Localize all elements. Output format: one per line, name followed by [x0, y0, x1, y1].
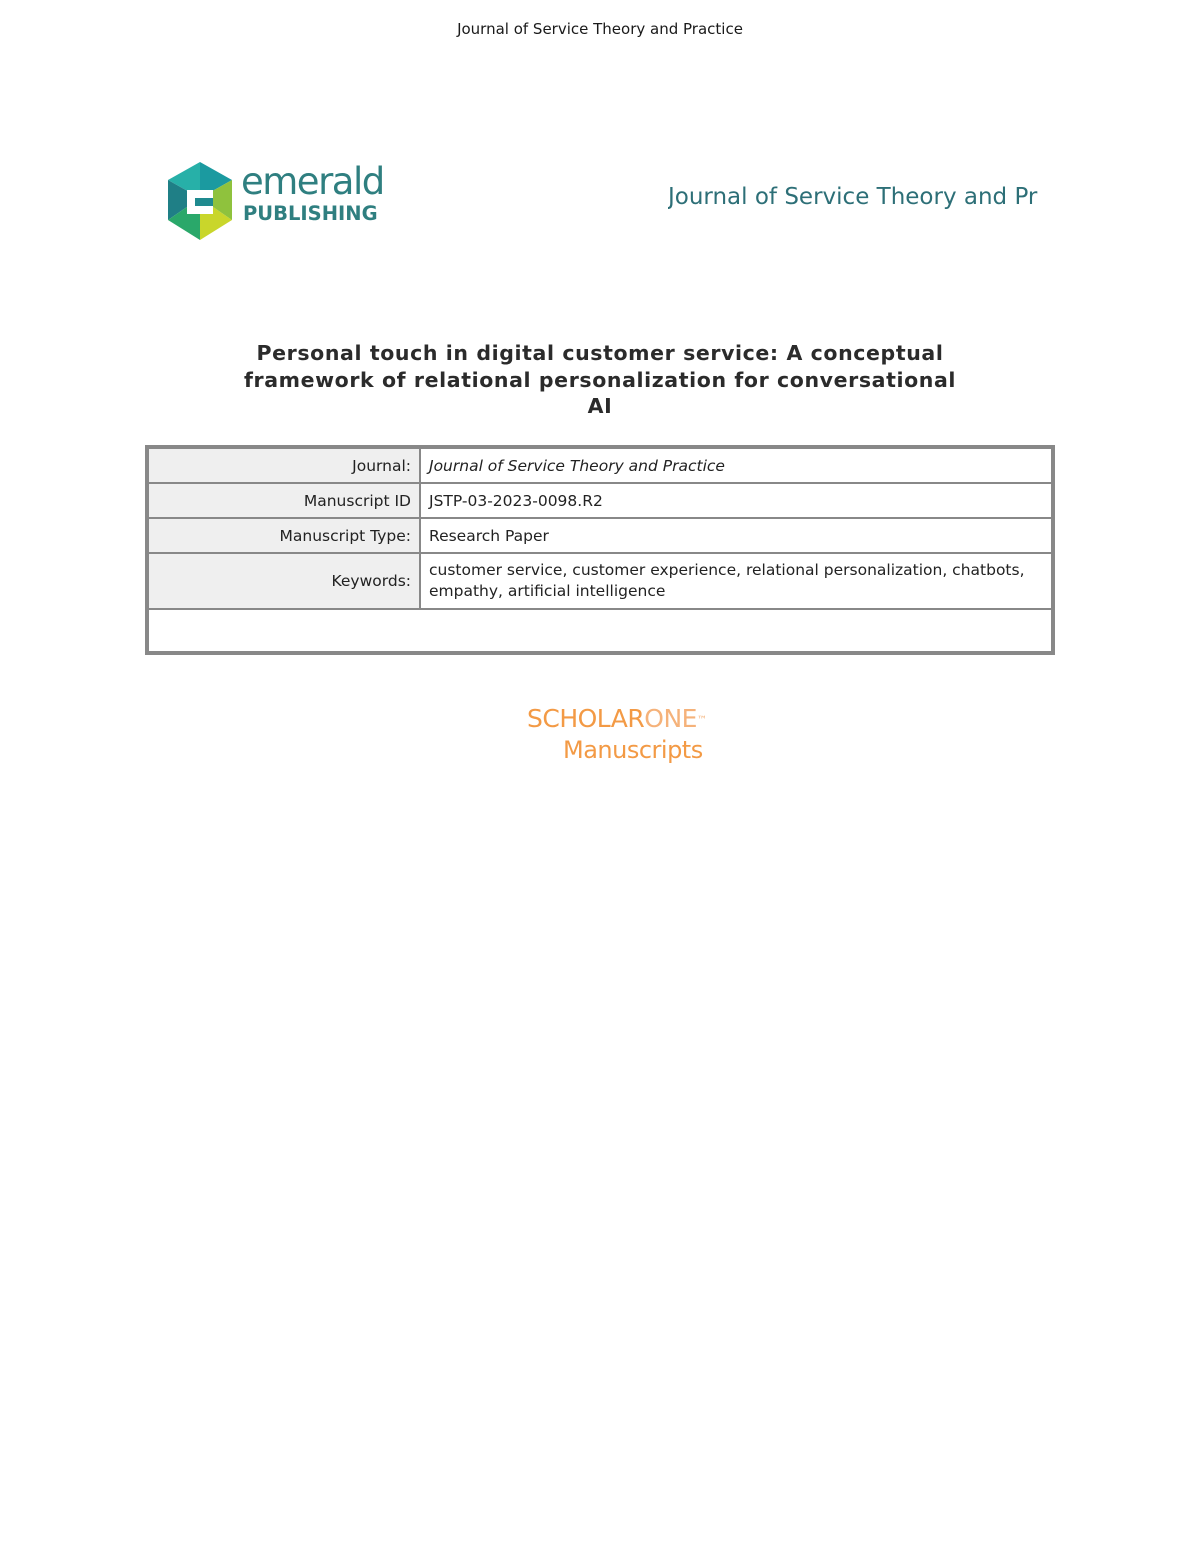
scholarone-logo: [527, 703, 747, 773]
table-row: [148, 553, 1052, 609]
manuscript-id-value: JSTP-03-2023-0098.R2: [420, 483, 1052, 518]
manuscript-metadata-table: [145, 445, 1055, 655]
running-header: Journal of Service Theory and Practice: [457, 20, 743, 38]
emerald-wordmark: emerald: [241, 160, 384, 203]
table-row: [148, 448, 1052, 483]
empty-cell: [148, 609, 1052, 652]
manuscript-id-label: Manuscript ID: [148, 483, 420, 518]
banner-journal-name: Journal of Service Theory and Pr: [668, 184, 1038, 210]
emerald-hexagon-logo-icon: [165, 160, 235, 242]
table-row: [148, 483, 1052, 518]
paper-title: Personal touch in digital customer service: A conceptual framework of relational personalization for conversational AI: [243, 341, 957, 418]
scholarone-scholar: SCHOLAR: [527, 704, 645, 733]
journal-label: Journal:: [148, 448, 420, 483]
scholarone-wordmark: [527, 703, 706, 735]
manuscript-type-label: Manuscript Type:: [148, 518, 420, 553]
keywords-label: Keywords:: [148, 553, 420, 609]
trademark-symbol: ™: [696, 715, 707, 726]
keywords-value: customer service, customer experience, relational personalization, chatbots, empathy, artificial intelligence: [420, 553, 1052, 609]
scholarone-manuscripts: Manuscripts: [563, 736, 703, 764]
scholarone-one: ONE: [644, 704, 697, 733]
table-row-empty: [148, 609, 1052, 652]
emerald-publishing-logo: [165, 160, 395, 242]
journal-value: Journal of Service Theory and Practice: [420, 448, 1052, 483]
journal-banner: [165, 160, 1062, 242]
table-row: [148, 518, 1052, 553]
publishing-wordmark: PUBLISHING: [243, 202, 378, 225]
manuscript-type-value: Research Paper: [420, 518, 1052, 553]
